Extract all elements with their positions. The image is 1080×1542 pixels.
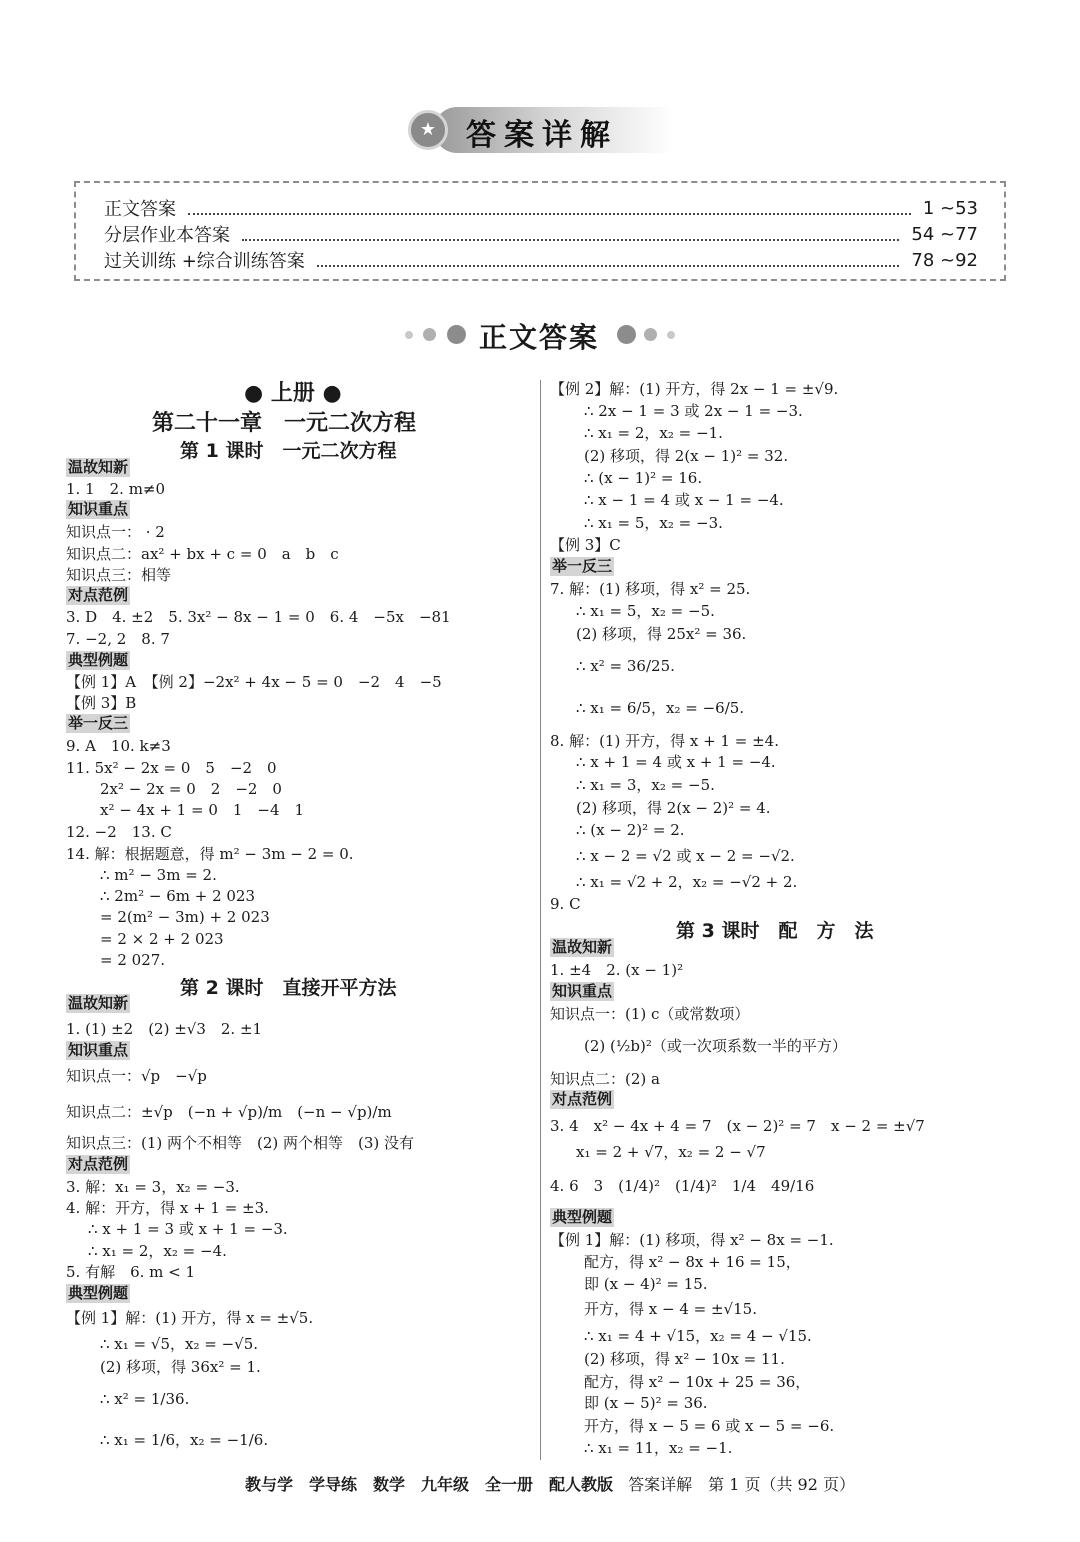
answer-line: ∴ x₁ = √5，x₂ = −√5. xyxy=(100,1335,259,1353)
answer-line: ∴ x₁ = 2，x₂ = −1. xyxy=(584,424,723,442)
page-footer xyxy=(245,1472,855,1495)
answer-line: ∴ (x − 1)² = 16. xyxy=(584,469,703,487)
answer-line: 4. 6 3 (1/4)² (1/4)² 1/4 49/16 xyxy=(550,1177,815,1195)
answer-line: ∴ (x − 2)² = 2. xyxy=(576,821,685,839)
answer-line: 9. A 10. k≠3 xyxy=(66,737,171,755)
footer-series: 教与学 学导练 数学 九年级 全一册 配人教版 xyxy=(245,1475,614,1494)
answer-line: ∴ x₁ = 5，x₂ = −3. xyxy=(584,514,723,532)
section-tag: 典型例题 xyxy=(68,1284,129,1302)
answer-line: 即 (x − 5)² = 36. xyxy=(584,1394,708,1412)
answer-line: 即 (x − 4)² = 15. xyxy=(584,1275,708,1293)
answer-line: 5. 有解 6. m < 1 xyxy=(66,1263,196,1281)
answer-line: 知识点二：±√p (−n + √p)/m (−n − √p)/m xyxy=(66,1103,392,1121)
toc-leader xyxy=(317,253,900,267)
answer-line: ∴ 2x − 1 = 3 或 2x − 1 = −3. xyxy=(584,402,803,420)
toc-leader xyxy=(188,201,911,215)
answer-line: ∴ 2m² − 6m + 2 023 xyxy=(100,887,256,905)
toc-pages: 1 ~53 xyxy=(922,197,978,219)
answer-line: ∴ x₁ = 1/6，x₂ = −1/6. xyxy=(100,1431,269,1449)
answer-line: (2) 移项，得 2(x − 2)² = 4. xyxy=(576,799,771,817)
toc-box xyxy=(74,181,1006,281)
answer-line: ∴ x + 1 = 4 或 x + 1 = −4. xyxy=(576,753,776,771)
answer-line: ∴ x₁ = 2，x₂ = −4. xyxy=(88,1242,227,1260)
dot-icon xyxy=(405,331,413,339)
section-tag: 温故知新 xyxy=(68,994,129,1012)
dot-icon xyxy=(447,325,466,344)
answer-line: 知识点一： · 2 xyxy=(66,523,165,541)
section-tag: 举一反三 xyxy=(68,714,129,732)
section-tag: 典型例题 xyxy=(552,1208,613,1226)
answer-line: ∴ x₁ = 11，x₂ = −1. xyxy=(584,1439,733,1457)
section-tag: 典型例题 xyxy=(68,651,129,669)
toc-row[interactable] xyxy=(104,195,978,221)
answer-line: 开方，得 x − 5 = 6 或 x − 5 = −6. xyxy=(584,1417,835,1435)
answer-line: (2) (½b)²（或一次项系数一半的平方） xyxy=(584,1037,847,1055)
answer-line: 配方，得 x² − 10x + 25 = 36， xyxy=(584,1373,811,1391)
page-title: 答案详解 xyxy=(466,118,618,153)
answer-line: ∴ x₁ = 4 + √15，x₂ = 4 − √15. xyxy=(584,1327,812,1345)
answer-line: 知识点一：(1) c（或常数项） xyxy=(550,1005,750,1023)
section-tag: 温故知新 xyxy=(552,938,613,956)
answer-line: ∴ x₁ = √2 + 2，x₂ = −√2 + 2. xyxy=(576,873,798,891)
dot-icon xyxy=(644,328,657,341)
answer-line: 7. −2, 2 8. 7 xyxy=(66,630,170,648)
answer-line: 开方，得 x − 4 = ±√15. xyxy=(584,1300,757,1318)
footer-info: 答案详解 第 1 页（共 92 页） xyxy=(628,1475,855,1494)
answer-line: 知识点二：ax² + bx + c = 0 a b c xyxy=(66,545,339,563)
toc-pages: 54 ~77 xyxy=(911,223,978,245)
toc-row[interactable] xyxy=(104,247,978,273)
answer-line: 3. 4 x² − 4x + 4 = 7 (x − 2)² = 7 x − 2 = ±√7 xyxy=(550,1117,925,1135)
answer-line: x² − 4x + 1 = 0 1 −4 1 xyxy=(100,801,305,819)
answer-line: ∴ x² = 1/36. xyxy=(100,1390,190,1408)
answer-line: = 2(m² − 3m) + 2 023 xyxy=(100,908,270,926)
answer-line: (2) 移项，得 36x² = 1. xyxy=(100,1358,261,1376)
chapter-heading: 第二十一章 一元二次方程 xyxy=(152,411,417,436)
answer-line: (2) 移项，得 25x² = 36. xyxy=(576,625,747,643)
answer-line: ∴ x₁ = 6/5，x₂ = −6/5. xyxy=(576,699,745,717)
section-tag: 温故知新 xyxy=(68,458,129,476)
answer-line: 4. 解：开方，得 x + 1 = ±3. xyxy=(66,1199,269,1217)
answer-line: 知识点三：相等 xyxy=(66,566,172,584)
toc-label: 正文答案 xyxy=(104,199,176,220)
answer-line: 【例 3】C xyxy=(550,536,621,554)
lesson-heading: 第 2 课时 直接开平方法 xyxy=(180,977,397,999)
answer-line: 【例 1】解：(1) 开方，得 x = ±√5. xyxy=(66,1309,314,1327)
section-tag: 对点范例 xyxy=(68,1155,129,1173)
answer-line: 3. 解：x₁ = 3，x₂ = −3. xyxy=(66,1178,240,1196)
answer-line: = 2 027. xyxy=(100,951,166,969)
section-heading xyxy=(405,316,675,354)
lesson-heading: 第 1 课时 一元二次方程 xyxy=(180,440,397,462)
answer-line: 【例 1】解：(1) 移项，得 x² − 8x = −1. xyxy=(550,1231,834,1249)
section-tag: 知识重点 xyxy=(68,500,129,518)
dot-icon xyxy=(423,328,436,341)
answer-line: ∴ m² − 3m = 2. xyxy=(100,866,217,884)
column-divider xyxy=(540,380,541,1460)
answer-line: (2) 移项，得 2(x − 1)² = 32. xyxy=(584,447,789,465)
answer-line: (2) 移项，得 x² − 10x = 11. xyxy=(584,1350,785,1368)
answer-line: 1. (1) ±2 (2) ±√3 2. ±1 xyxy=(66,1020,263,1038)
answer-line: 1. ±4 2. (x − 1)² xyxy=(550,961,684,979)
dot-icon xyxy=(667,331,675,339)
section-tag: 对点范例 xyxy=(552,1090,613,1108)
section-tag: 知识重点 xyxy=(552,982,613,1000)
answer-line: ∴ x + 1 = 3 或 x + 1 = −3. xyxy=(88,1220,288,1238)
title-banner xyxy=(408,104,678,156)
answer-line: 【例 3】B xyxy=(66,694,137,712)
answer-line: 8. 解：(1) 开方，得 x + 1 = ±4. xyxy=(550,732,779,750)
answer-line: ∴ x₁ = 3，x₂ = −5. xyxy=(576,776,715,794)
section-tag: 对点范例 xyxy=(68,586,129,604)
dot-icon xyxy=(617,325,636,344)
answer-line: ∴ x − 2 = √2 或 x − 2 = −√2. xyxy=(576,847,795,865)
star-icon: ★ xyxy=(408,110,448,150)
toc-label: 分层作业本答案 xyxy=(104,225,230,246)
answer-line: ∴ x − 1 = 4 或 x − 1 = −4. xyxy=(584,491,784,509)
answer-line: 12. −2 13. C xyxy=(66,823,172,841)
answer-line: 知识点三：(1) 两个不相等 (2) 两个相等 (3) 没有 xyxy=(66,1134,415,1152)
toc-pages: 78 ~92 xyxy=(911,249,978,271)
lesson-heading: 第 3 课时 配 方 法 xyxy=(676,920,874,942)
answer-line: 知识点二：(2) a xyxy=(550,1070,660,1088)
answer-line: ∴ x² = 36/25. xyxy=(576,657,675,675)
volume-heading: ● 上册 ● xyxy=(244,381,342,406)
section-tag: 知识重点 xyxy=(68,1041,129,1059)
answer-line: 11. 5x² − 2x = 0 5 −2 0 xyxy=(66,759,277,777)
answer-line: x₁ = 2 + √7，x₂ = 2 − √7 xyxy=(576,1143,766,1161)
answer-line: 3. D 4. ±2 5. 3x² − 8x − 1 = 0 6. 4 −5x −81 xyxy=(66,608,451,626)
toc-row[interactable] xyxy=(104,221,978,247)
answer-line: 【例 1】A 【例 2】−2x² + 4x − 5 = 0 −2 4 −5 xyxy=(66,673,442,691)
answer-line: ∴ x₁ = 5，x₂ = −5. xyxy=(576,602,715,620)
answer-line: = 2 × 2 + 2 023 xyxy=(100,930,224,948)
toc-label: 过关训练 +综合训练答案 xyxy=(104,251,305,272)
answer-line: 【例 2】解：(1) 开方，得 2x − 1 = ±√9. xyxy=(550,380,839,398)
answer-line: 1. 1 2. m≠0 xyxy=(66,480,166,498)
answer-line: 9. C xyxy=(550,895,581,913)
answer-line: 7. 解：(1) 移项，得 x² = 25. xyxy=(550,580,751,598)
answer-line: 2x² − 2x = 0 2 −2 0 xyxy=(100,780,282,798)
answer-line: 知识点一：√p −√p xyxy=(66,1067,207,1085)
answer-line: 14. 解：根据题意，得 m² − 3m − 2 = 0. xyxy=(66,845,354,863)
section-tag: 举一反三 xyxy=(552,557,613,575)
toc-leader xyxy=(242,227,899,241)
answer-line: 配方，得 x² − 8x + 16 = 15， xyxy=(584,1253,801,1271)
section-title: 正文答案 xyxy=(479,321,600,354)
